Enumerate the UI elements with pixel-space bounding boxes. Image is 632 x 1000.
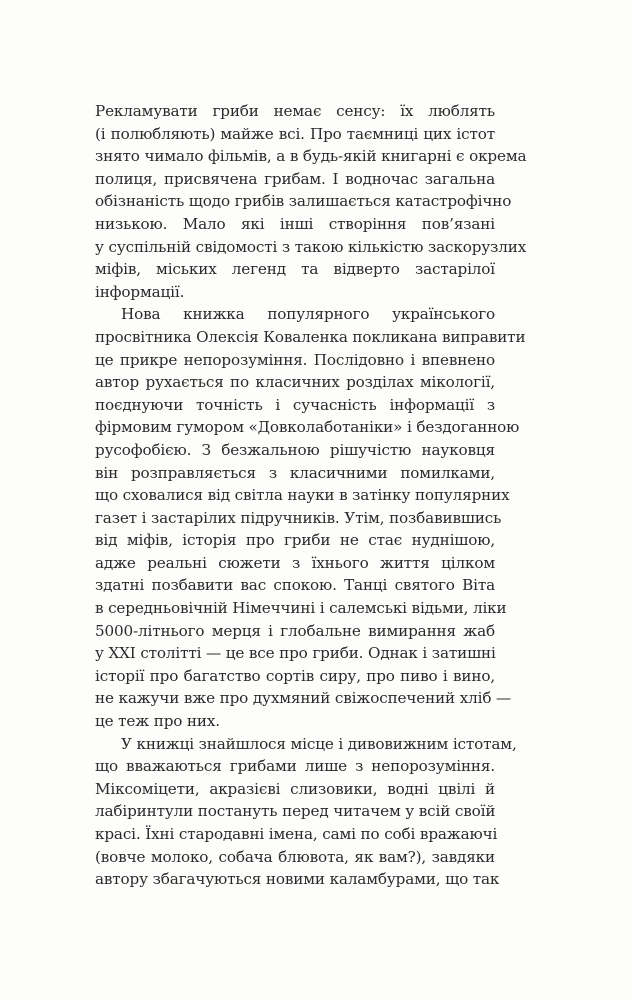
text-line: обізнаність щодо грибів залишається катастрофічно <box>95 192 512 211</box>
text-line: не кажучи вже про духмяний свіжоспечений хліб — <box>95 689 512 708</box>
text-line: фірмовим гумором «Довколаботаніки» і бездоганною <box>95 418 520 437</box>
text-line: що вважаються грибами лише з непорозуміння. <box>95 757 495 776</box>
text-line: інформації. <box>95 282 185 301</box>
text-line: Рекламувати гриби немає сенсу: їх люблять <box>95 102 495 120</box>
paragraph <box>95 303 526 732</box>
text-line: лабіринтули постануть перед читачем у всій своїй <box>95 802 496 821</box>
text-line: (вовче молоко, собача блювота, як вам?), завдяки <box>95 847 495 866</box>
text-line: це теж про них. <box>95 712 220 731</box>
text-line: автор рухається по класичних розділах мікології, <box>95 373 495 392</box>
text-line: русофобією. З безжальною рішучістю науковця <box>95 440 495 459</box>
text-line: це прикре непорозуміння. Послідовно і впевнено <box>95 350 495 369</box>
text-line: історії про багатство сортів сиру, про пиво і вино, <box>95 666 495 685</box>
text-line: (і полюбляють) майже всі. Про таємниці цих істот <box>95 124 495 143</box>
text-line: у суспільній свідомості з такою кількістю заскорузлих <box>95 237 527 256</box>
text-line: в середньовічній Німеччині і салемські відьми, ліки <box>95 599 507 618</box>
text-line: від міфів, історія про гриби не стає нуднішою, <box>95 531 495 550</box>
text-line: 5000-літнього мерця і глобальне вимирання жаб <box>95 621 495 640</box>
text-line: автору збагачуються новими каламбурами, що так <box>95 870 500 889</box>
text-line: у XXI столітті — це все про гриби. Однак і затишні <box>95 644 496 663</box>
text-line: поєднуючи точність і сучасність інформації з <box>95 395 495 414</box>
text-block <box>95 100 527 891</box>
text-line: низькою. Мало які інші створіння пов’язані <box>95 214 495 233</box>
text-line: Міксоміцети, акразієві слизовики, водні цвілі й <box>95 779 495 798</box>
text-line: полиця, присвячена грибам. І водночас загальна <box>95 169 495 188</box>
text-line: знято чимало фільмів, а в будь-якій книгарні є окрема <box>95 147 527 166</box>
text-line: красі. Їхні стародавні імена, самі по собі вражаючі <box>95 825 498 843</box>
text-line: міфів, міських легенд та відверто застарілої <box>95 260 495 279</box>
text-line: що сховалися від світла науки в затінку популярних <box>95 486 510 505</box>
text-line: він розправляється з класичними помилками, <box>95 463 495 482</box>
text-line: Нова книжка популярного українського <box>121 305 495 324</box>
text-line: газет і застарілих підручників. Утім, позбавившись <box>95 508 502 527</box>
text-line: просвітника Олексія Коваленка покликана виправити <box>95 327 526 346</box>
paragraph <box>95 100 527 303</box>
paragraph <box>95 733 517 891</box>
text-line: У книжці знайшлося місце і дивовижним істотам, <box>121 734 517 753</box>
text-line: здатні позбавити вас спокою. Танці святого Віта <box>95 576 495 595</box>
text-line: адже реальні сюжети з їхнього життя цілком <box>95 553 495 572</box>
